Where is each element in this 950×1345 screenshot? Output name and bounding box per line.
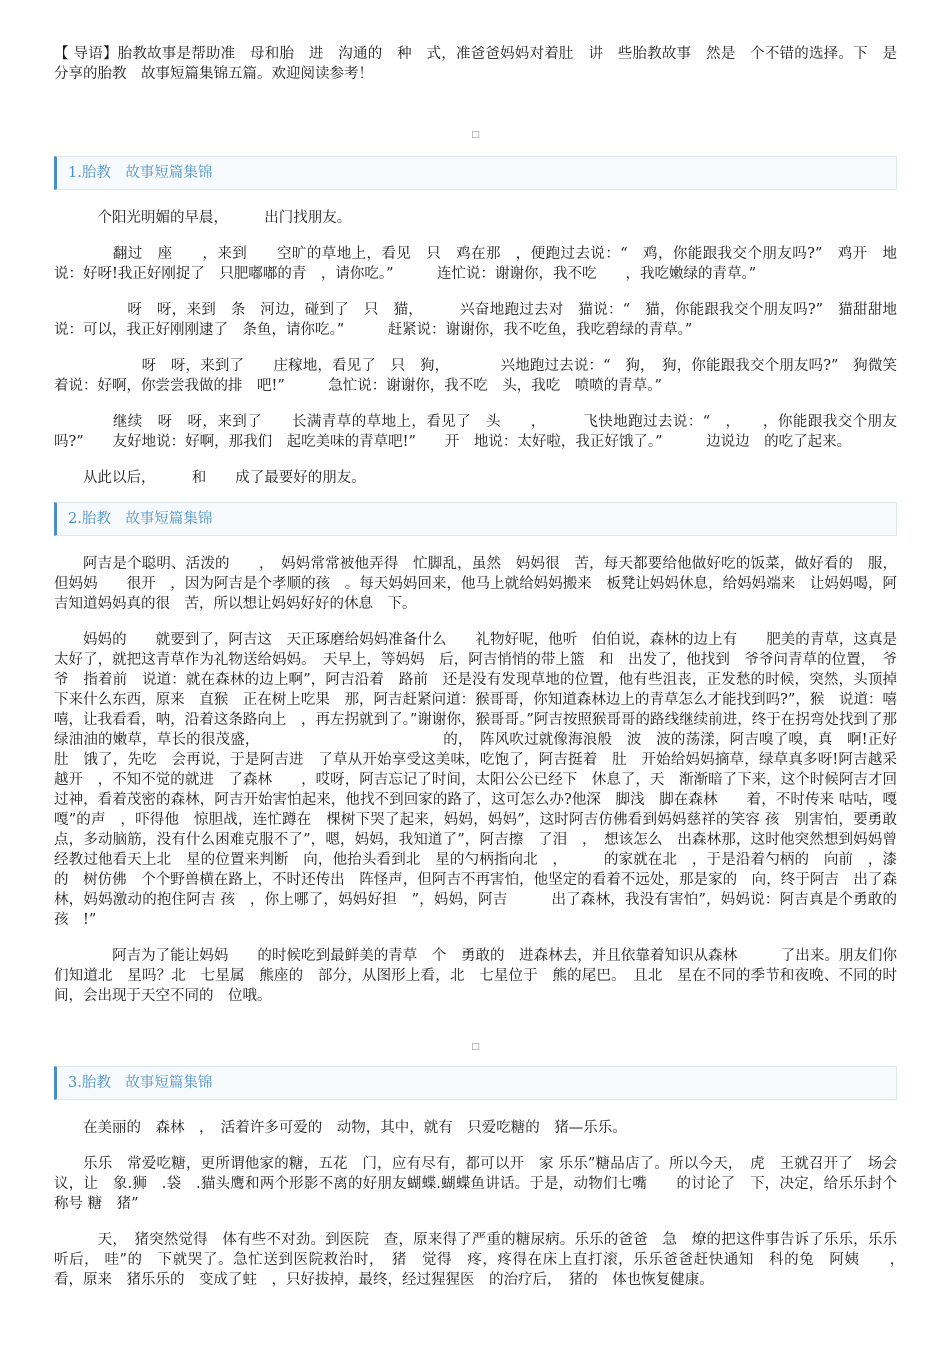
section-heading-1: 1.胎教 故事短篇集锦: [54, 156, 897, 190]
story-paragraph: 翻过 座 ，来到 空旷的草地上，看见 只 鸡在那 ，便跑过去说：“ 鸡，你能跟我交个朋友吗?” 鸡开 地说：好呀!我正好刚捉了 只肥嘟嘟的青 ，请你吃。” 连忙说：谢谢你，我不吃 ，我吃嫩绿的青草。”: [54, 246, 897, 282]
story-paragraph: 呀 呀，来到了 庄稼地，看见了 只 狗， 兴地跑过去说：“ 狗， 狗，你能跟我交个朋友吗?” 狗微笑着说：好啊，你尝尝我做的排 吧!” 急忙说：谢谢你，我不吃 头，我吃 喷喷的青草。”: [54, 358, 897, 394]
story-paragraph: 在美丽的 森林 ， 活着许多可爱的 动物，其中，就有 只爱吃糖的 猪—乐乐。: [83, 1120, 627, 1136]
image-placeholder-icon: □: [471, 130, 480, 140]
story-paragraph: 阿吉是个聪明、活泼的 ， 妈妈常常被他弄得 忙脚乱，虽然 妈妈很 苦，每天都要给他做好吃的饭菜，做好看的 服，但妈妈 很开 ，因为阿吉是个孝顺的孩 。每天妈妈回来，他马上就给妈妈搬来 板凳让妈妈休息，给妈妈端来 让妈妈喝，阿吉知道妈妈真的很 苦，所以想让妈妈好好的休息 下。: [54, 556, 897, 612]
story-paragraph: 天， 猪突然觉得 体有些不对劲。到医院 查，原来得了严重的糖尿病。乐乐的爸爸 急 燎的把这件事告诉了乐乐，乐乐听后， 哇”的 下就哭了。急忙送到医院救治时， 猪 觉得 疼，疼得在床上直打滚，乐乐爸爸赶快通知 科的兔 阿姨 ， 看，原来 猪乐乐的 变成了蛀 ，只好拔掉，最终，经过猩猩医 的治疗后， 猪的 体也恢复健康。: [54, 1232, 941, 1288]
story-paragraph: 呀 呀，来到 条 河边，碰到了 只 猫， 兴奋地跑过去对 猫说：“ 猫，你能跟我交个朋友吗?” 猫甜甜地说：可以，我正好刚刚逮了 条鱼，请你吃。” 赶紧说：谢谢你，我不吃鱼，我吃碧绿的青草。”: [54, 302, 897, 338]
image-placeholder-icon: □: [471, 1042, 480, 1052]
story-paragraph: 妈妈的 就要到了，阿吉这 天正琢磨给妈妈准备什么 礼物好呢，他听 伯伯说，森林的边上有 肥美的青草，这真是太好了，就把这青草作为礼物送给妈妈。 天早上，等妈妈 后，阿吉悄悄的带上篮 和 出发了，他找到 爷爷问青草的位置， 爷爷 指着前 说道：就在森林的边上啊”，阿吉沿着 路前 还是没有发现草地的位置，他有些沮丧，正发愁的时候，突然，头顶掉下来什么东西，原来 直猴 正在树上吃果 那，阿吉赶紧问道：猴哥哥，你知道森林边上的青草怎么才能找到吗?”，猴 说道：嘻嘻，让我看看，呐，沿着这条路向上 ，再左拐就到了。”谢谢你，猴哥哥。”阿吉按照猴哥哥的路线继续前进，终于在拐弯处找到了那 绿油油的嫩草，草长的很茂盛， 的， 阵风吹过就像海浪般 波 波的荡漾，阿吉嗅了嗅，真 啊!正好肚 饿了，先吃 会再说，于是阿吉进 了草从开始享受这美味，吃饱了，阿吉挺着 肚 开始给妈妈摘草，绿草真多呀!阿吉越采越开 ，不知不觉的就进 了森林 ，哎呀，阿吉忘记了时间，太阳公公已经下 休息了，天 渐渐暗了下来，这个时候阿吉才回过神，看着茂密的森林，阿吉开始害怕起来，他找不到回家的路了，这可怎么办?他深 脚浅 脚在森林 着，不时传来 咕咕，嘎嘎”的声 ，吓得他 惊胆战，连忙蹲在 棵树下哭了起来，妈妈，妈妈”，这时阿吉仿佛看到妈妈慈祥的笑容 孩 别害怕，要勇敢 点，多动脑筋，没有什么困难克服不了”，嗯，妈妈，我知道了”，阿吉擦 了泪 ， 想该怎么 出森林那，这时他突然想到妈妈曾经教过他看天上北 星的位置来判断 向，他抬头看到北 星的勺柄指向北 ， 的家就在北 ，于是沿着勺柄的 向前 ，漆 的 树仿佛 个个野兽横在路上，不时还传出 阵怪声，但阿吉不再害怕，他坚定的看着不远处，那是家的 向，终于阿吉 出了森林，妈妈激动的抱住阿吉 孩 ，你上哪了，妈妈好担 ”，妈妈，阿吉 出了森林，我没有害怕”，妈妈说：阿吉真是个勇敢的孩 !”: [54, 632, 912, 928]
section-heading-3: 3.胎教 故事短篇集锦: [54, 1066, 897, 1100]
story-paragraph: 个阳光明媚的早晨， 出门找朋友。: [83, 210, 352, 226]
story-paragraph: 从此以后， 和 成了最要好的朋友。: [83, 470, 366, 486]
section-heading-2: 2.胎教 故事短篇集锦: [54, 502, 897, 536]
intro-paragraph: 【 导语】胎教故事是帮助准 母和胎 进 沟通的 种 式，准爸爸妈妈对着肚 讲 些胎教故事 然是 个不错的选择。下 是分享的胎教 故事短篇集锦五篇。欢迎阅读参考！: [54, 46, 897, 82]
story-paragraph: 乐乐 常爱吃糖，更所谓他家的糖，五花 门，应有尽有，都可以开 家 乐乐”糖品店了。所以今天， 虎 王就召开了 场会议，让 象.狮 .袋 .猫头鹰和两个形影不离的好朋友蝴蝶.蝴蝶鱼讲话。于是，动物们七嘴 的讨论了 下，决定，给乐乐封个称号 糖 猪”: [54, 1156, 897, 1212]
document-page: [54, 44, 941, 1306]
story-paragraph: 继续 呀 呀，来到了 长满青草的草地上，看见了 头 ， 飞快地跑过去说：“ ， ，你能跟我交个朋友吗?” 友好地说：好啊，那我们 起吃美味的青草吧!” 开 地说：太好啦，我正好饿了。” 边说边 的吃了起来。: [54, 414, 897, 450]
story-paragraph: 阿吉为了能让妈妈 的时候吃到最鲜美的青草 个 勇敢的 进森林去，并且依靠着知识从森林 了出来。朋友们你们知道北 星吗？北 七星属 熊座的 部分，从图形上看，北 七星位于 熊的尾巴。 且北 星在不同的季节和夜晚、不同的时间，会出现于天空不同的 位哦。: [54, 948, 897, 1004]
